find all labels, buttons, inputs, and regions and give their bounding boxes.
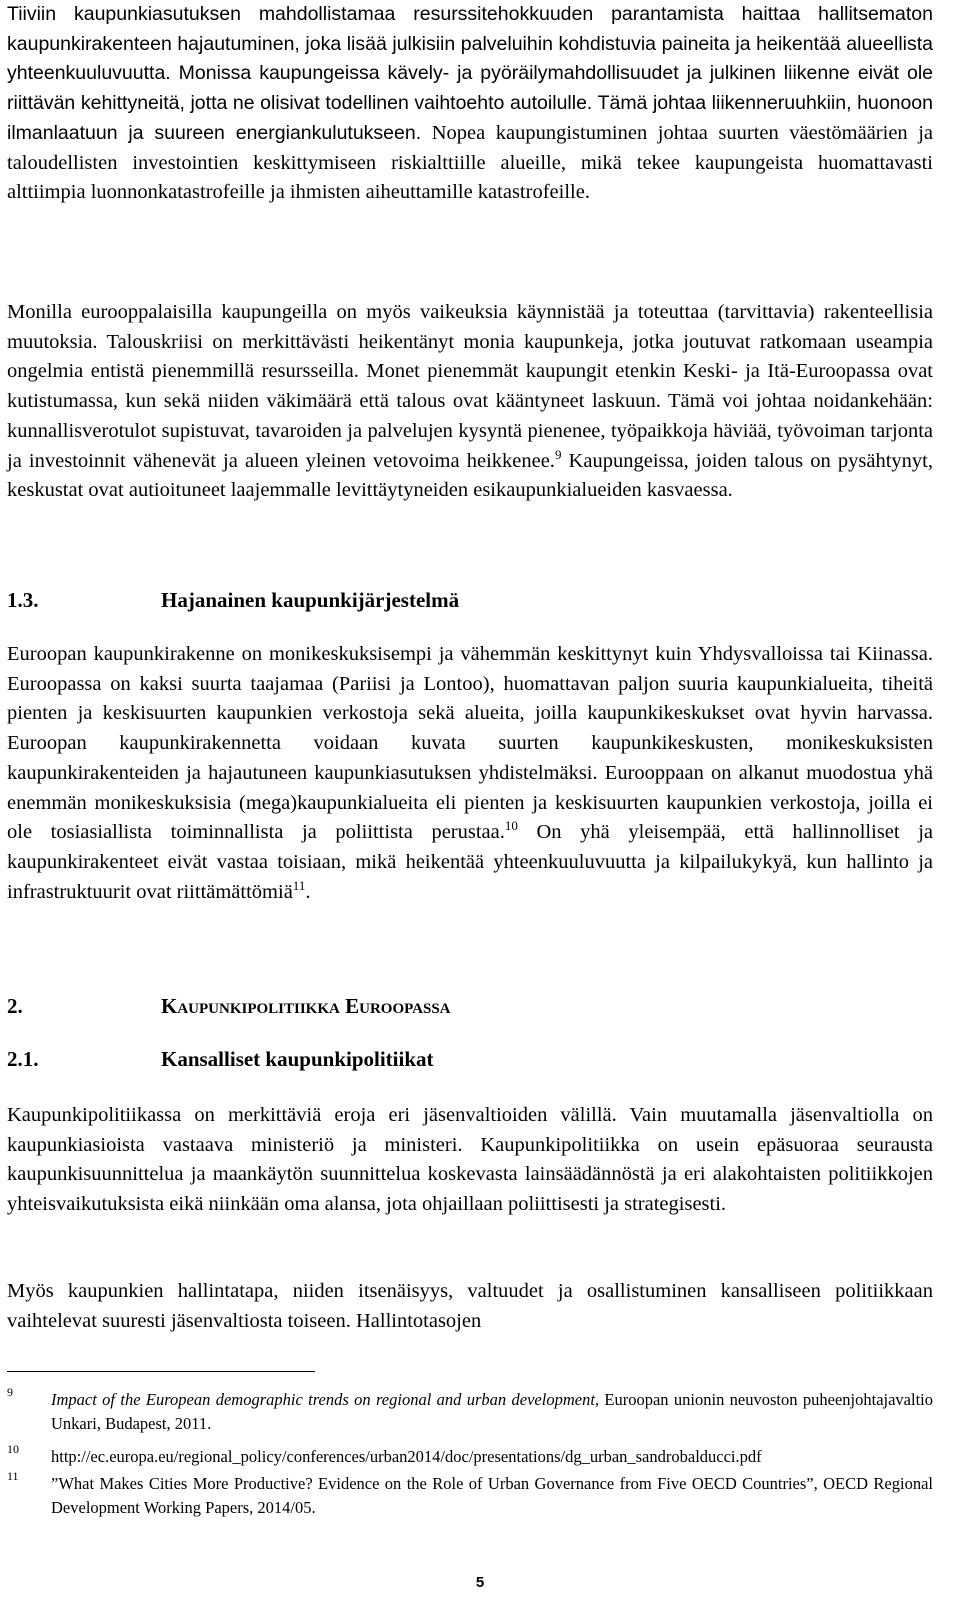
footnote-9 (7, 1385, 933, 1435)
footnote-separator (7, 1371, 315, 1372)
section-heading-2-1 (7, 1045, 434, 1074)
footnote-10 (7, 1442, 933, 1469)
footnote-text: ”What Makes Cities More Productive? Evidence on the Role of Urban Governance from Five OECD Countries”, OECD Regional Development Working Papers, 2014/05. (51, 1474, 933, 1517)
section-title: Kaupunkipolitiikka Euroopassa (161, 994, 451, 1018)
paragraph-structural-change-text: Monilla eurooppalaisilla kaupungeilla on myös vaikeuksia käynnistää ja toteuttaa (tarvittavia) rakenteellisia muutoksia. Talouskriisi on merkittävästi heikentänyt monia kaupunkeja, jotka joutuvat ratkomaan useampia ongelmia entistä pienemmillä resursseilla. Monet pienemmät kaupungit etenkin Keski- ja Itä-Euroopassa ovat kutistumassa, kun sekä niiden väkimäärä että talous ovat kääntyneet laskuun. Tämä voi johtaa noidankehään: kunnallisverotulot supistuvat, tavaroiden ja palvelujen kysyntä pienenee, työpaikkoja häviää, työvoiman tarjonta ja investoinnit vähenevät ja alueen yleinen vetovoima heikkenee. (7, 301, 933, 472)
paragraph-national-policies (7, 1101, 933, 1220)
footnote-number: 11 (7, 1469, 19, 1483)
section-number: 1.3. (7, 588, 39, 612)
section-heading-2 (7, 992, 451, 1021)
paragraph-polycentric-end: . (305, 880, 311, 903)
footnote-11 (7, 1469, 933, 1519)
paragraph-governance (7, 1277, 933, 1336)
paragraph-urban-sprawl-text: Tiiviin kaupunkiasutuksen mahdollistamaa resurssitehokkuuden parantamista haittaa hallitsematon kaupunkirakenteen hajautuminen, joka lisää julkisiin palveluihin kohdistuvia paineita ja heikentää alueellista yhteenkuuluvuutta. Monissa kaupungeissa kävely- ja pyöräilymahdollisuudet ja julkinen liikenne eivät ole riittävän kehittyneitä, jotta ne olisivat todellinen vaihtoehto autoilulle. Tämä johtaa liikenneruuhkiin, huonoon ilmanlaatuun ja suureen energiankulutukseen. (7, 3, 933, 144)
section-number: 2.1. (7, 1047, 39, 1071)
section-heading-1-3 (7, 586, 459, 615)
paragraph-urban-sprawl-text-serif: Nopea kaupungistuminen johtaa suurten väestömäärien ja taloudellisten investointien keskittymiseen riskialttiille alueille, mikä tekee kaupungeista huomattavasti alttiimpia luonnonkatastrofeille ja ihmisten aiheuttamille katastrofeille. (7, 121, 934, 204)
section-number: 2. (7, 994, 23, 1018)
section-title: Hajanainen kaupunkijärjestelmä (161, 588, 460, 612)
footnote-text (51, 1388, 933, 1435)
paragraph-national-policies-text: Kaupunkipolitiikassa on merkittäviä eroja eri jäsenvaltioiden välillä. Vain muutamalla jäsenvaltiolla on kaupunkiasioista vastaava ministeriö ja ministeri. Kaupunkipolitiikka on usein epäsuoraa seurausta kaupunkisuunnittelua ja maankäytön suunnittelua koskevasta lainsäädännöstä ja eri alakohtaisten politiikkojen yhteisvaikutuksista eikä niinkään oma alansa, jota ohjaillaan poliittisesti ja strategisesti. (7, 1104, 933, 1216)
section-title: Kansalliset kaupunkipolitiikat (161, 1047, 434, 1071)
footnote-rest: , Euroopan unionin neuvoston puheenjohtajavaltio Unkari, Budapest, 2011. (51, 1390, 933, 1433)
footnote-italic-title: Impact of the European demographic trends on regional and urban development (51, 1390, 595, 1409)
footnote-url[interactable]: http://ec.europa.eu/regional_policy/conferences/urban2014/doc/presentations/dg_urban_sandrobalducci.pdf (51, 1447, 762, 1466)
paragraph-governance-text: Myös kaupunkien hallintatapa, niiden itsenäisyys, valtuudet ja osallistuminen kansalliseen politiikkaan vaihtelevat suuresti jäsenvaltiosta toiseen. Hallintotasojen (7, 1280, 933, 1332)
paragraph-structural-change (7, 298, 933, 506)
paragraph-urban-sprawl (7, 0, 933, 208)
footnote-ref-10[interactable]: 10 (504, 818, 518, 834)
footnote-number: 10 (7, 1442, 19, 1456)
paragraph-polycentric-structure (7, 640, 933, 907)
paragraph-structural-change-end: Kaupungeissa, joiden talous on pysähtynyt, keskustat ovat autioituneet laajemmalle levittäytyneiden esikaupunkialueiden kasvaessa. (7, 449, 933, 502)
paragraph-polycentric-text: Euroopan kaupunkirakenne on monikeskuksisempi ja vähemmän keskittynyt kuin Yhdysvalloissa tai Kiinassa. Euroopassa on kaksi suurta taajamaa (Pariisi ja Lontoo), huomattavan paljon suuria kaupunkialueita, tiheitä pienten ja keskisuurten kaupunkien verkostoja sekä alueita, joilla kaupunkikeskukset ovat hyvin harvassa. Euroopan kaupunkirakennetta voidaan kuvata suurten kaupunkikeskusten, monikeskuksisten kaupunkirakenteiden ja hajautuneen kaupunkiasutuksen yhdistelmäksi. Eurooppaan on alkanut muodostua yhä enemmän monikeskuksisia (mega)kaupunkialueita eli pienten ja keskisuurten kaupunkien verkostoja, joilla ei ole tosiasiallista toiminnallista ja poliittista perustaa. (7, 643, 933, 844)
page-number: 5 (475, 1574, 485, 1591)
footnote-number: 9 (7, 1385, 13, 1399)
footnote-ref-11[interactable]: 11 (292, 877, 306, 893)
footnote-ref-9[interactable]: 9 (554, 446, 562, 462)
paragraph-polycentric-mid: On yhä yleisempää, että hallinnolliset ja kaupunkirakenteet eivät vastaa toisiaan, mikä heikentää yhteenkuuluvuutta ja kilpailukykyä, kun hallinto ja infrastruktuurit ovat riittämättömiä (7, 821, 934, 903)
